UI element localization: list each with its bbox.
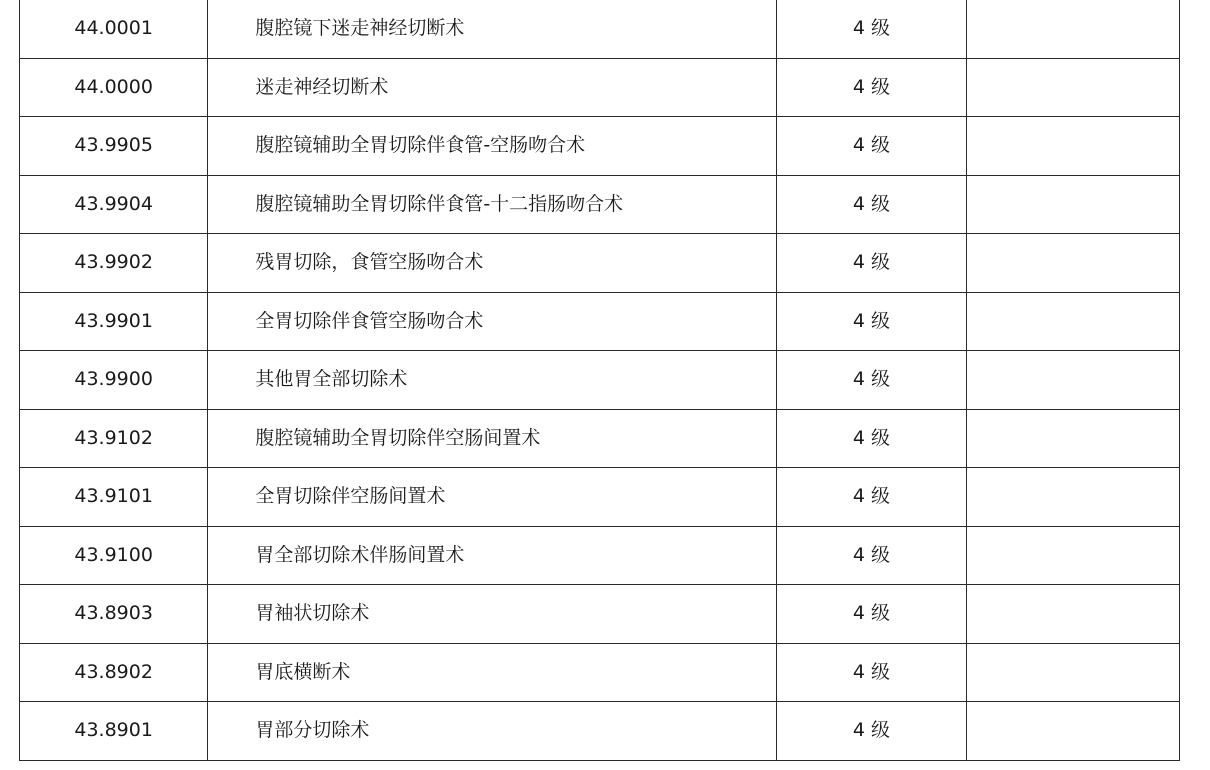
procedure-code-cell: 43.9904 (20, 175, 208, 234)
procedure-name-cell: 迷走神经切断术 (208, 58, 777, 117)
procedure-code-cell: 43.9900 (20, 351, 208, 410)
empty-cell (966, 409, 1179, 468)
procedure-level-cell: 4 级 (777, 526, 966, 585)
table-row (20, 351, 1180, 410)
procedure-code-cell: 43.8903 (20, 585, 208, 644)
table-row (20, 409, 1180, 468)
table-row (20, 702, 1180, 761)
empty-cell (966, 585, 1179, 644)
procedure-table (19, 0, 1180, 761)
table-row (20, 58, 1180, 117)
procedure-level-cell: 4 级 (777, 351, 966, 410)
empty-cell (966, 292, 1179, 351)
table-row (20, 643, 1180, 702)
procedure-level-cell: 4 级 (777, 409, 966, 468)
procedure-code-cell: 43.8901 (20, 702, 208, 761)
table-row (20, 585, 1180, 644)
empty-cell (966, 117, 1179, 176)
procedure-name-cell: 胃底横断术 (208, 643, 777, 702)
procedure-code-cell: 43.9100 (20, 526, 208, 585)
empty-cell (966, 175, 1179, 234)
procedure-level-cell: 4 级 (777, 117, 966, 176)
procedure-code-cell: 43.9905 (20, 117, 208, 176)
procedure-level-cell: 4 级 (777, 643, 966, 702)
procedure-name-cell: 腹腔镜辅助全胃切除伴空肠间置术 (208, 409, 777, 468)
procedure-name-cell: 腹腔镜辅助全胃切除伴食管-十二指肠吻合术 (208, 175, 777, 234)
procedure-code-cell: 43.9102 (20, 409, 208, 468)
procedure-name-cell: 腹腔镜辅助全胃切除伴食管-空肠吻合术 (208, 117, 777, 176)
procedure-level-cell: 4 级 (777, 292, 966, 351)
procedure-code-cell: 43.9101 (20, 468, 208, 527)
procedure-code-cell: 44.0001 (20, 0, 208, 58)
table-row (20, 175, 1180, 234)
procedure-name-cell: 全胃切除伴食管空肠吻合术 (208, 292, 777, 351)
procedure-code-cell: 44.0000 (20, 58, 208, 117)
procedure-name-cell: 胃部分切除术 (208, 702, 777, 761)
procedure-name-cell: 其他胃全部切除术 (208, 351, 777, 410)
empty-cell (966, 351, 1179, 410)
procedure-code-cell: 43.8902 (20, 643, 208, 702)
table-row (20, 468, 1180, 527)
table-row (20, 292, 1180, 351)
procedure-level-cell: 4 级 (777, 702, 966, 761)
procedure-level-cell: 4 级 (777, 234, 966, 293)
empty-cell (966, 526, 1179, 585)
table-row (20, 234, 1180, 293)
procedure-level-cell: 4 级 (777, 585, 966, 644)
empty-cell (966, 58, 1179, 117)
empty-cell (966, 643, 1179, 702)
procedure-level-cell: 4 级 (777, 468, 966, 527)
table-row (20, 0, 1180, 58)
procedure-name-cell: 胃袖状切除术 (208, 585, 777, 644)
table-row (20, 117, 1180, 176)
procedure-name-cell: 胃全部切除术伴肠间置术 (208, 526, 777, 585)
empty-cell (966, 234, 1179, 293)
procedure-level-cell: 4 级 (777, 58, 966, 117)
procedure-level-cell: 4 级 (777, 0, 966, 58)
procedure-level-cell: 4 级 (777, 175, 966, 234)
procedure-name-cell: 残胃切除，食管空肠吻合术 (208, 234, 777, 293)
procedure-code-cell: 43.9902 (20, 234, 208, 293)
empty-cell (966, 0, 1179, 58)
procedure-name-cell: 腹腔镜下迷走神经切断术 (208, 0, 777, 58)
table-row (20, 526, 1180, 585)
empty-cell (966, 468, 1179, 527)
procedure-name-cell: 全胃切除伴空肠间置术 (208, 468, 777, 527)
procedure-code-cell: 43.9901 (20, 292, 208, 351)
empty-cell (966, 702, 1179, 761)
